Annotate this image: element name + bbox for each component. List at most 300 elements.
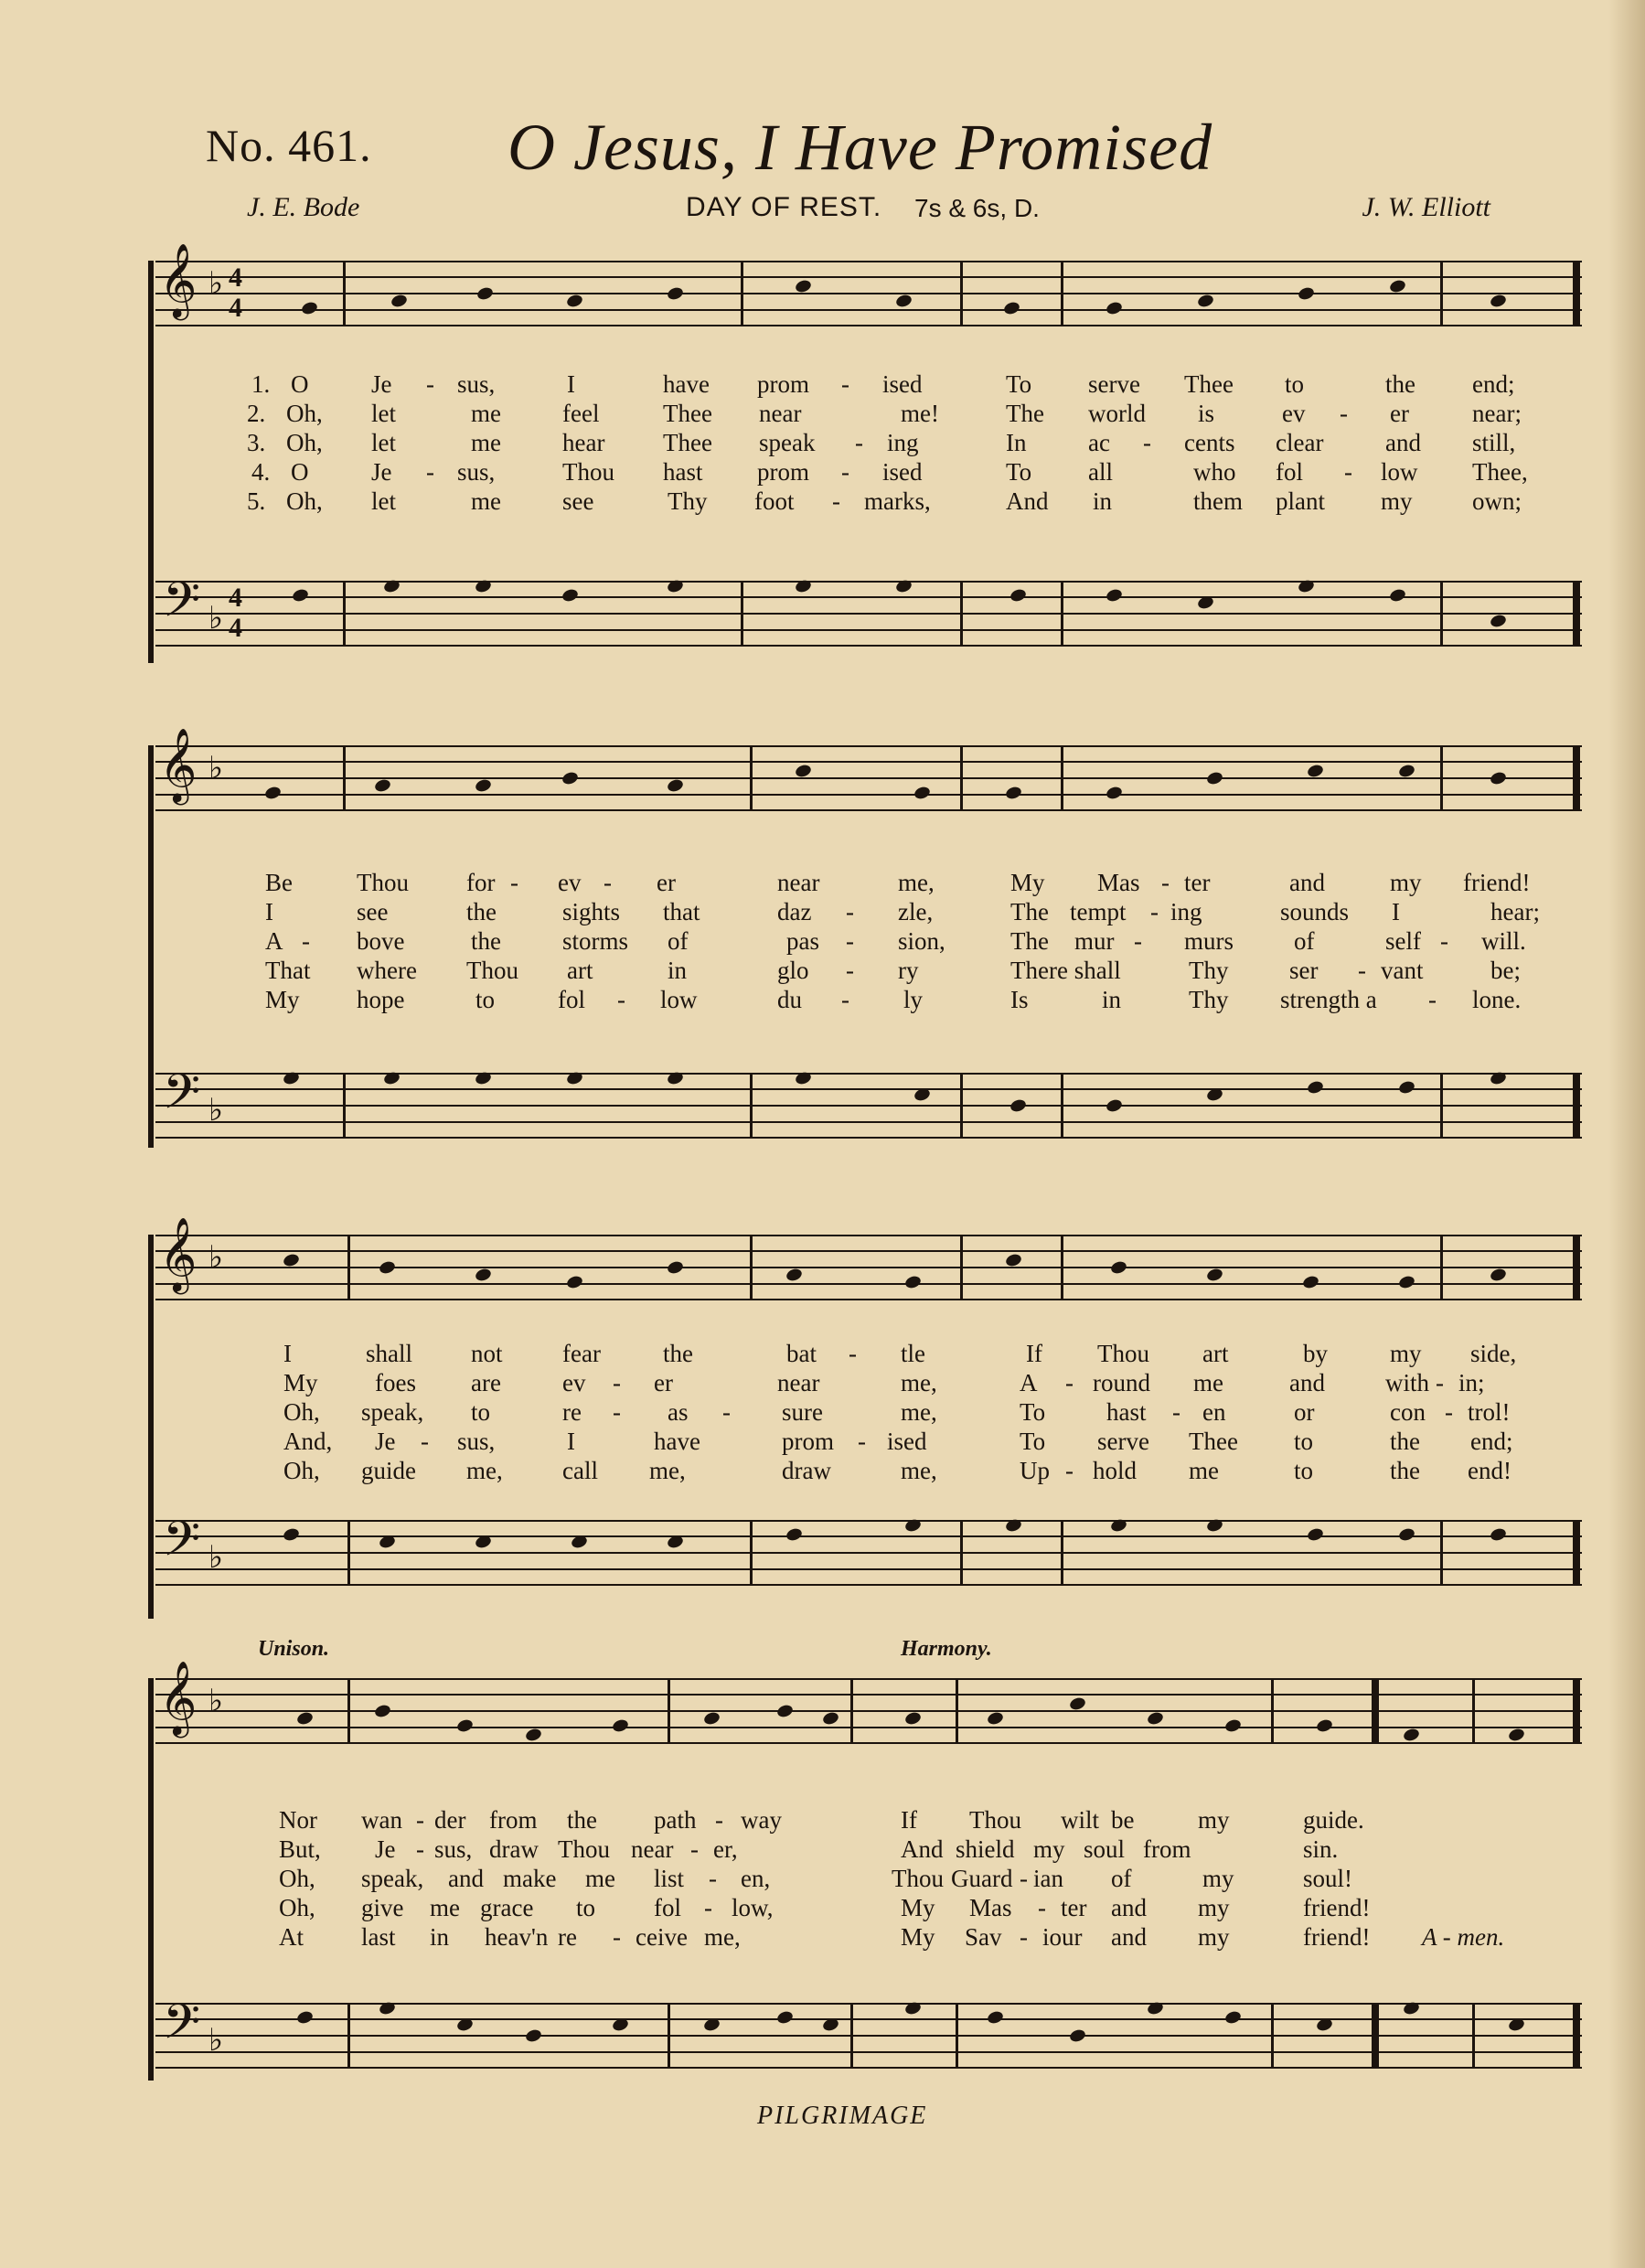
lyric-syllable: side,	[1470, 1340, 1517, 1367]
lyric-syllable: own;	[1472, 487, 1522, 515]
lyric-syllable: And,	[283, 1428, 333, 1455]
note-head	[565, 293, 583, 308]
lyric-syllable: I	[283, 1340, 292, 1367]
verse-3-line	[155, 429, 1582, 458]
note-head	[1489, 613, 1507, 628]
note-head	[1004, 785, 1022, 800]
lyric-syllable: near	[631, 1835, 674, 1863]
lyric-syllable: -	[1020, 1923, 1028, 1951]
lyric-syllable: Oh,	[279, 1865, 315, 1892]
lyric-syllable: tle	[901, 1340, 925, 1367]
note-head	[1146, 1710, 1164, 1726]
treble-clef-icon: 𝄞	[159, 727, 198, 802]
lyric-syllable: strength a	[1280, 986, 1377, 1013]
lyric-syllable: er	[654, 1369, 673, 1396]
unison-label: Unison.	[258, 1637, 330, 1661]
lyric-syllable: call	[562, 1457, 598, 1484]
page-edge-shadow	[1608, 0, 1645, 2268]
lyric-syllable: see	[562, 487, 594, 515]
lyric-syllable: er	[657, 869, 676, 896]
lyric-syllable: be;	[1490, 957, 1521, 984]
note-head	[373, 1703, 391, 1718]
verse-2-line	[155, 1835, 1582, 1865]
lyric-syllable: If	[1026, 1340, 1042, 1367]
hymn-number: No. 461.	[206, 120, 372, 171]
lyric-syllable: Thou	[562, 458, 614, 486]
key-flat-icon: ♭	[208, 2022, 224, 2059]
lyric-syllable: world	[1088, 400, 1146, 427]
lyric-syllable: friend!	[1463, 869, 1531, 896]
lyric-syllable: me	[471, 429, 501, 456]
lyric-syllable: prom	[757, 370, 809, 398]
lyric-syllable: There shall	[1010, 957, 1121, 984]
lyric-syllable: -	[841, 986, 849, 1013]
verse-number: 2.	[247, 400, 266, 427]
note-head	[666, 285, 684, 301]
lyric-syllable: me,	[901, 1398, 937, 1426]
note-head	[524, 1727, 542, 1742]
lyric-syllable: My	[265, 986, 300, 1013]
lyric-syllable: The	[1006, 400, 1044, 427]
lyric-syllable: sights	[562, 898, 621, 925]
verse-number: 1.	[251, 370, 271, 398]
lyric-syllable: iour	[1042, 1923, 1083, 1951]
lyric-syllable: -	[709, 1865, 717, 1892]
lyric-syllable: -	[510, 869, 518, 896]
note-head	[373, 777, 391, 793]
lyric-syllable: fol	[654, 1894, 681, 1921]
verse-2-line	[155, 898, 1582, 927]
lyric-syllable: -	[846, 957, 854, 984]
lyric-syllable: list	[654, 1865, 685, 1892]
lyric-syllable: me	[1189, 1457, 1219, 1484]
lyric-syllable: ev	[562, 1369, 586, 1396]
lyric-syllable: Thou	[1097, 1340, 1149, 1367]
lyric-syllable: in	[1093, 487, 1113, 515]
lyric-syllable: A	[1020, 1369, 1038, 1396]
lyric-syllable: hear	[562, 429, 605, 456]
lyric-syllable: -	[704, 1894, 712, 1921]
note-head	[903, 1710, 922, 1726]
lyric-syllable: Nor	[279, 1806, 317, 1834]
note-head	[1105, 587, 1123, 603]
lyric-syllable: serve	[1097, 1428, 1149, 1455]
lyric-syllable: me	[585, 1865, 615, 1892]
lyric-syllable: zle,	[898, 898, 934, 925]
lyric-syllable: is	[1198, 400, 1215, 427]
music-system-3	[155, 1216, 1582, 1619]
lyric-syllable: the	[1390, 1428, 1420, 1455]
note-head	[1507, 1727, 1525, 1742]
lyric-syllable: cents	[1184, 429, 1235, 456]
note-head	[1397, 763, 1415, 778]
lyric-syllable: To	[1006, 370, 1032, 398]
note-head	[1009, 587, 1027, 603]
lyric-syllable: My	[1010, 869, 1045, 896]
note-head	[1306, 1079, 1324, 1095]
lyric-syllable: -	[858, 1428, 866, 1455]
note-head	[291, 587, 309, 603]
note-head	[1223, 1717, 1242, 1733]
note-head	[913, 785, 931, 800]
lyric-syllable: daz	[777, 898, 812, 925]
lyric-syllable: glo	[777, 957, 809, 984]
lyric-syllable: Oh,	[286, 487, 323, 515]
lyric-syllable: ser	[1289, 957, 1319, 984]
lyric-syllable: and	[1385, 429, 1421, 456]
lyric-syllable: speak,	[361, 1865, 424, 1892]
lyric-syllable: -	[832, 487, 840, 515]
key-flat-icon: ♭	[208, 1683, 224, 1719]
lyric-syllable: from	[489, 1806, 538, 1834]
note-head	[1489, 1526, 1507, 1542]
lyric-syllable: as	[668, 1398, 689, 1426]
lyric-syllable: Thee	[1184, 370, 1234, 398]
note-head	[794, 278, 812, 294]
verse-3-line	[155, 1398, 1582, 1428]
lyric-syllable: ing	[1170, 898, 1202, 925]
bass-clef-icon: 𝄢	[163, 1064, 201, 1132]
note-head	[903, 1274, 922, 1289]
lyric-syllable: make	[503, 1865, 557, 1892]
lyric-syllable: the	[1385, 370, 1415, 398]
note-head	[986, 2009, 1004, 2025]
verse-4-line	[155, 1894, 1582, 1923]
lyric-syllable: Oh,	[286, 429, 323, 456]
lyric-syllable: the	[567, 1806, 597, 1834]
lyric-syllable: tempt	[1070, 898, 1127, 925]
lyric-syllable: -	[1065, 1457, 1074, 1484]
lyric-syllable: -	[426, 370, 434, 398]
note-head	[1489, 1267, 1507, 1282]
treble-clef-icon: 𝄞	[159, 1216, 198, 1291]
time-signature: 4 4	[229, 262, 242, 323]
note-head	[1068, 2027, 1086, 2043]
lyric-syllable: in	[1102, 986, 1122, 1013]
verse-2-line	[155, 400, 1582, 429]
lyric-syllable: Je	[371, 458, 392, 486]
lyric-syllable: near	[759, 400, 802, 427]
lyric-syllable: con	[1390, 1398, 1426, 1426]
lyric-syllable: I	[265, 898, 273, 925]
hymn-credits	[174, 192, 1509, 238]
note-head	[1397, 1079, 1415, 1095]
lyric-syllable: me	[1193, 1369, 1223, 1396]
lyric-syllable: shield	[956, 1835, 1015, 1863]
lyric-syllable: lone.	[1472, 986, 1522, 1013]
key-flat-icon: ♭	[208, 1092, 224, 1129]
lyric-syllable: en,	[741, 1865, 771, 1892]
note-head	[263, 785, 282, 800]
key-flat-icon: ♭	[208, 1239, 224, 1276]
lyric-syllable: Thee,	[1472, 458, 1528, 486]
lyric-syllable: path	[654, 1806, 697, 1834]
note-head	[666, 777, 684, 793]
lyric-syllable: -	[1143, 429, 1151, 456]
note-head	[282, 1526, 300, 1542]
lyric-syllable: draw	[489, 1835, 539, 1863]
lyric-syllable: hold	[1093, 1457, 1138, 1484]
lyric-syllable: my	[1381, 487, 1413, 515]
lyric-syllable: speak,	[361, 1398, 424, 1426]
lyric-syllable: plant	[1276, 487, 1325, 515]
lyric-syllable: -	[846, 898, 854, 925]
music-system-4	[155, 1660, 1582, 2081]
lyric-syllable: -	[1440, 927, 1448, 955]
note-head	[475, 285, 494, 301]
lyric-syllable: But,	[279, 1835, 321, 1863]
verse-4-line	[155, 1428, 1582, 1457]
lyric-syllable: Be	[265, 869, 293, 896]
lyric-syllable: ac	[1088, 429, 1110, 456]
lyric-syllable: ter	[1184, 869, 1211, 896]
note-head	[295, 1710, 314, 1726]
treble-staff	[155, 242, 1582, 326]
lyric-syllable: O	[291, 458, 309, 486]
lyric-syllable: murs	[1184, 927, 1234, 955]
lyric-syllable: sus,	[457, 370, 496, 398]
verse-5-line	[155, 1923, 1582, 1952]
lyric-syllable: let	[371, 400, 396, 427]
lyric-syllable: My	[283, 1369, 318, 1396]
lyric-syllable: O	[291, 370, 309, 398]
lyric-syllable: art	[567, 957, 593, 984]
lyric-syllable: draw	[782, 1457, 831, 1484]
lyric-syllable: Thou	[357, 869, 409, 896]
lyric-syllable: My	[901, 1923, 935, 1951]
lyric-syllable: Je	[375, 1835, 396, 1863]
lyric-syllable: are	[471, 1369, 501, 1396]
note-head	[785, 1267, 803, 1282]
lyric-syllable: by	[1303, 1340, 1328, 1367]
lyric-syllable: of	[668, 927, 689, 955]
lyric-syllable: Thou	[969, 1806, 1021, 1834]
lyric-syllable: er,	[713, 1835, 738, 1863]
note-head	[474, 777, 492, 793]
note-head	[775, 1703, 794, 1718]
lyric-syllable: ter	[1061, 1894, 1087, 1921]
lyric-syllable: sus,	[434, 1835, 473, 1863]
lyric-syllable: of	[1294, 927, 1315, 955]
lyric-syllable: To	[1006, 458, 1032, 486]
verse-3-line	[155, 1865, 1582, 1894]
lyric-syllable: -	[416, 1806, 424, 1834]
lyric-syllable: my	[1202, 1865, 1234, 1892]
note-head	[785, 1526, 803, 1542]
music-system-1	[155, 242, 1582, 663]
lyric-syllable: near;	[1472, 400, 1522, 427]
lyric-syllable: sure	[782, 1398, 823, 1426]
note-head	[561, 770, 579, 786]
lyric-syllable: sion,	[898, 927, 945, 955]
lyric-syllable: end;	[1470, 1428, 1513, 1455]
lyric-syllable: Oh,	[279, 1894, 315, 1921]
verse-1-line	[155, 869, 1582, 898]
note-head	[1397, 1274, 1415, 1289]
lyric-syllable: Thee	[1189, 1428, 1238, 1455]
lyric-syllable: Thy	[1189, 957, 1229, 984]
lyric-syllable: -	[1358, 957, 1366, 984]
lyric-syllable: wan	[361, 1806, 402, 1834]
lyric-syllable: du	[777, 986, 802, 1013]
lyric-syllable: sus,	[457, 458, 496, 486]
lyric-syllable: for	[466, 869, 496, 896]
lyric-syllable: of	[1111, 1865, 1132, 1892]
lyric-syllable: me,	[901, 1457, 937, 1484]
lyric-syllable: my	[1390, 1340, 1422, 1367]
note-head	[1489, 770, 1507, 786]
lyric-syllable: -	[613, 1398, 621, 1426]
lyric-syllable: prom	[782, 1428, 834, 1455]
bass-staff	[155, 1995, 1582, 2069]
lyric-syllable: art	[1202, 1340, 1229, 1367]
lyric-syllable: ceive	[636, 1923, 688, 1951]
note-head	[300, 300, 318, 316]
amen-label: A - men.	[1422, 1923, 1505, 1951]
hymn-title: O Jesus, I Have Promised	[507, 111, 1213, 184]
lyric-syllable: My	[901, 1894, 935, 1921]
bass-staff	[155, 1064, 1582, 1139]
note-head	[1196, 293, 1214, 308]
lyric-syllable: my	[1390, 869, 1422, 896]
hymn-header	[206, 110, 1532, 183]
lyric-syllable: ian	[1033, 1865, 1063, 1892]
lyric-syllable: storms	[562, 927, 629, 955]
lyric-syllable: foot	[754, 487, 795, 515]
lyric-syllable: -	[849, 1340, 857, 1367]
lyric-syllable: Up	[1020, 1457, 1050, 1484]
lyric-syllable: ev	[1282, 400, 1306, 427]
lyric-syllable: and	[1111, 1923, 1147, 1951]
note-head	[1109, 1259, 1127, 1275]
verse-1-line	[155, 1806, 1582, 1835]
note-head	[1105, 1097, 1123, 1113]
lyric-syllable: -	[715, 1806, 723, 1834]
lyric-syllable: or	[1294, 1398, 1315, 1426]
note-head	[1004, 1252, 1022, 1268]
verse-number: 3.	[247, 429, 266, 456]
lyric-syllable: Oh,	[283, 1457, 320, 1484]
key-flat-icon: ♭	[208, 600, 224, 637]
lyric-syllable: The	[1010, 898, 1049, 925]
note-head	[1205, 1267, 1223, 1282]
note-head	[1009, 1097, 1027, 1113]
note-head	[821, 1710, 839, 1726]
lyric-syllable: -	[722, 1398, 731, 1426]
lyric-syllable: my	[1033, 1835, 1065, 1863]
lyric-syllable: Thee	[663, 400, 712, 427]
lyric-syllable: -	[1436, 1369, 1444, 1396]
lyric-syllable: Mas	[1097, 869, 1140, 896]
lyric-syllable: And	[1006, 487, 1049, 515]
lyric-syllable: trol!	[1468, 1398, 1511, 1426]
lyric-syllable: bove	[357, 927, 405, 955]
lyric-syllable: see	[357, 898, 389, 925]
note-head	[295, 2009, 314, 2025]
note-head	[282, 1252, 300, 1268]
note-head	[666, 1259, 684, 1275]
lyric-syllable: with	[1385, 1369, 1430, 1396]
lyric-syllable: -	[841, 370, 849, 398]
note-head	[1223, 2009, 1242, 2025]
lyric-syllable: -	[1161, 869, 1170, 896]
lyric-syllable: ev	[558, 869, 582, 896]
lyric-syllable: I	[1392, 898, 1400, 925]
lyric-syllable: sus,	[457, 1428, 496, 1455]
lyric-syllable: and	[1289, 1369, 1325, 1396]
lyric-syllable: At	[279, 1923, 304, 1951]
lyric-syllable: -	[1340, 400, 1348, 427]
note-head	[1402, 1727, 1420, 1742]
lyric-syllable: me,	[704, 1923, 741, 1951]
lyric-syllable: Is	[1010, 986, 1029, 1013]
note-head	[561, 587, 579, 603]
lyric-syllable: me,	[649, 1457, 686, 1484]
key-flat-icon: ♭	[208, 265, 224, 302]
lyric-syllable: er	[1390, 400, 1409, 427]
lyric-syllable: heav'n	[485, 1923, 549, 1951]
lyric-syllable: friend!	[1303, 1923, 1371, 1951]
lyric-syllable: mur	[1074, 927, 1115, 955]
lyric-syllable: der	[434, 1806, 466, 1834]
lyric-syllable: foes	[375, 1369, 416, 1396]
music-system-2	[155, 727, 1582, 1148]
lyric-syllable: end!	[1468, 1457, 1511, 1484]
lyric-syllable: -	[1065, 1369, 1074, 1396]
note-head	[378, 1259, 396, 1275]
lyric-syllable: ised	[887, 1428, 927, 1455]
note-head	[986, 1710, 1004, 1726]
lyric-syllable: and	[1111, 1894, 1147, 1921]
lyric-syllable: let	[371, 487, 396, 515]
lyric-syllable: Thou	[892, 1865, 944, 1892]
lyric-syllable: guide.	[1303, 1806, 1364, 1834]
lyric-syllable: to	[471, 1398, 491, 1426]
verse-1-line	[155, 370, 1582, 400]
lyric-syllable: hast	[1106, 1398, 1147, 1426]
verse-number: 4.	[251, 458, 271, 486]
system-brace	[148, 1235, 154, 1619]
lyric-syllable: soul!	[1303, 1865, 1352, 1892]
note-head	[1068, 1696, 1086, 1711]
lyric-syllable: be	[1111, 1806, 1135, 1834]
lyric-syllable: end;	[1472, 370, 1515, 398]
lyric-syllable: to	[1294, 1457, 1314, 1484]
lyric-syllable: fol	[558, 986, 585, 1013]
lyric-syllable: prom	[757, 458, 809, 486]
tune-category-footer: PILGRIMAGE	[757, 2102, 928, 2130]
lyric-syllable: me	[471, 487, 501, 515]
bass-clef-icon: 𝄢	[163, 1995, 201, 2062]
lyric-syllable: hast	[663, 458, 703, 486]
system-brace	[148, 745, 154, 1148]
lyric-syllable: give	[361, 1894, 404, 1921]
lyric-syllable: The	[1010, 927, 1049, 955]
lyric-syllable: -	[1445, 1398, 1453, 1426]
treble-staff	[155, 727, 1582, 811]
lyric-syllable: speak	[759, 429, 816, 456]
lyric-syllable: the	[1390, 1457, 1420, 1484]
system-brace	[148, 1678, 154, 2081]
bass-staff	[155, 572, 1582, 647]
lyric-syllable: Thy	[668, 487, 708, 515]
composer: J. W. Elliott	[1362, 192, 1490, 222]
note-head	[1002, 300, 1020, 316]
verse-number: 5.	[247, 487, 266, 515]
lyric-syllable: Sav	[965, 1923, 1002, 1951]
lyric-syllable: I	[567, 1428, 575, 1455]
lyric-syllable: and	[448, 1865, 484, 1892]
